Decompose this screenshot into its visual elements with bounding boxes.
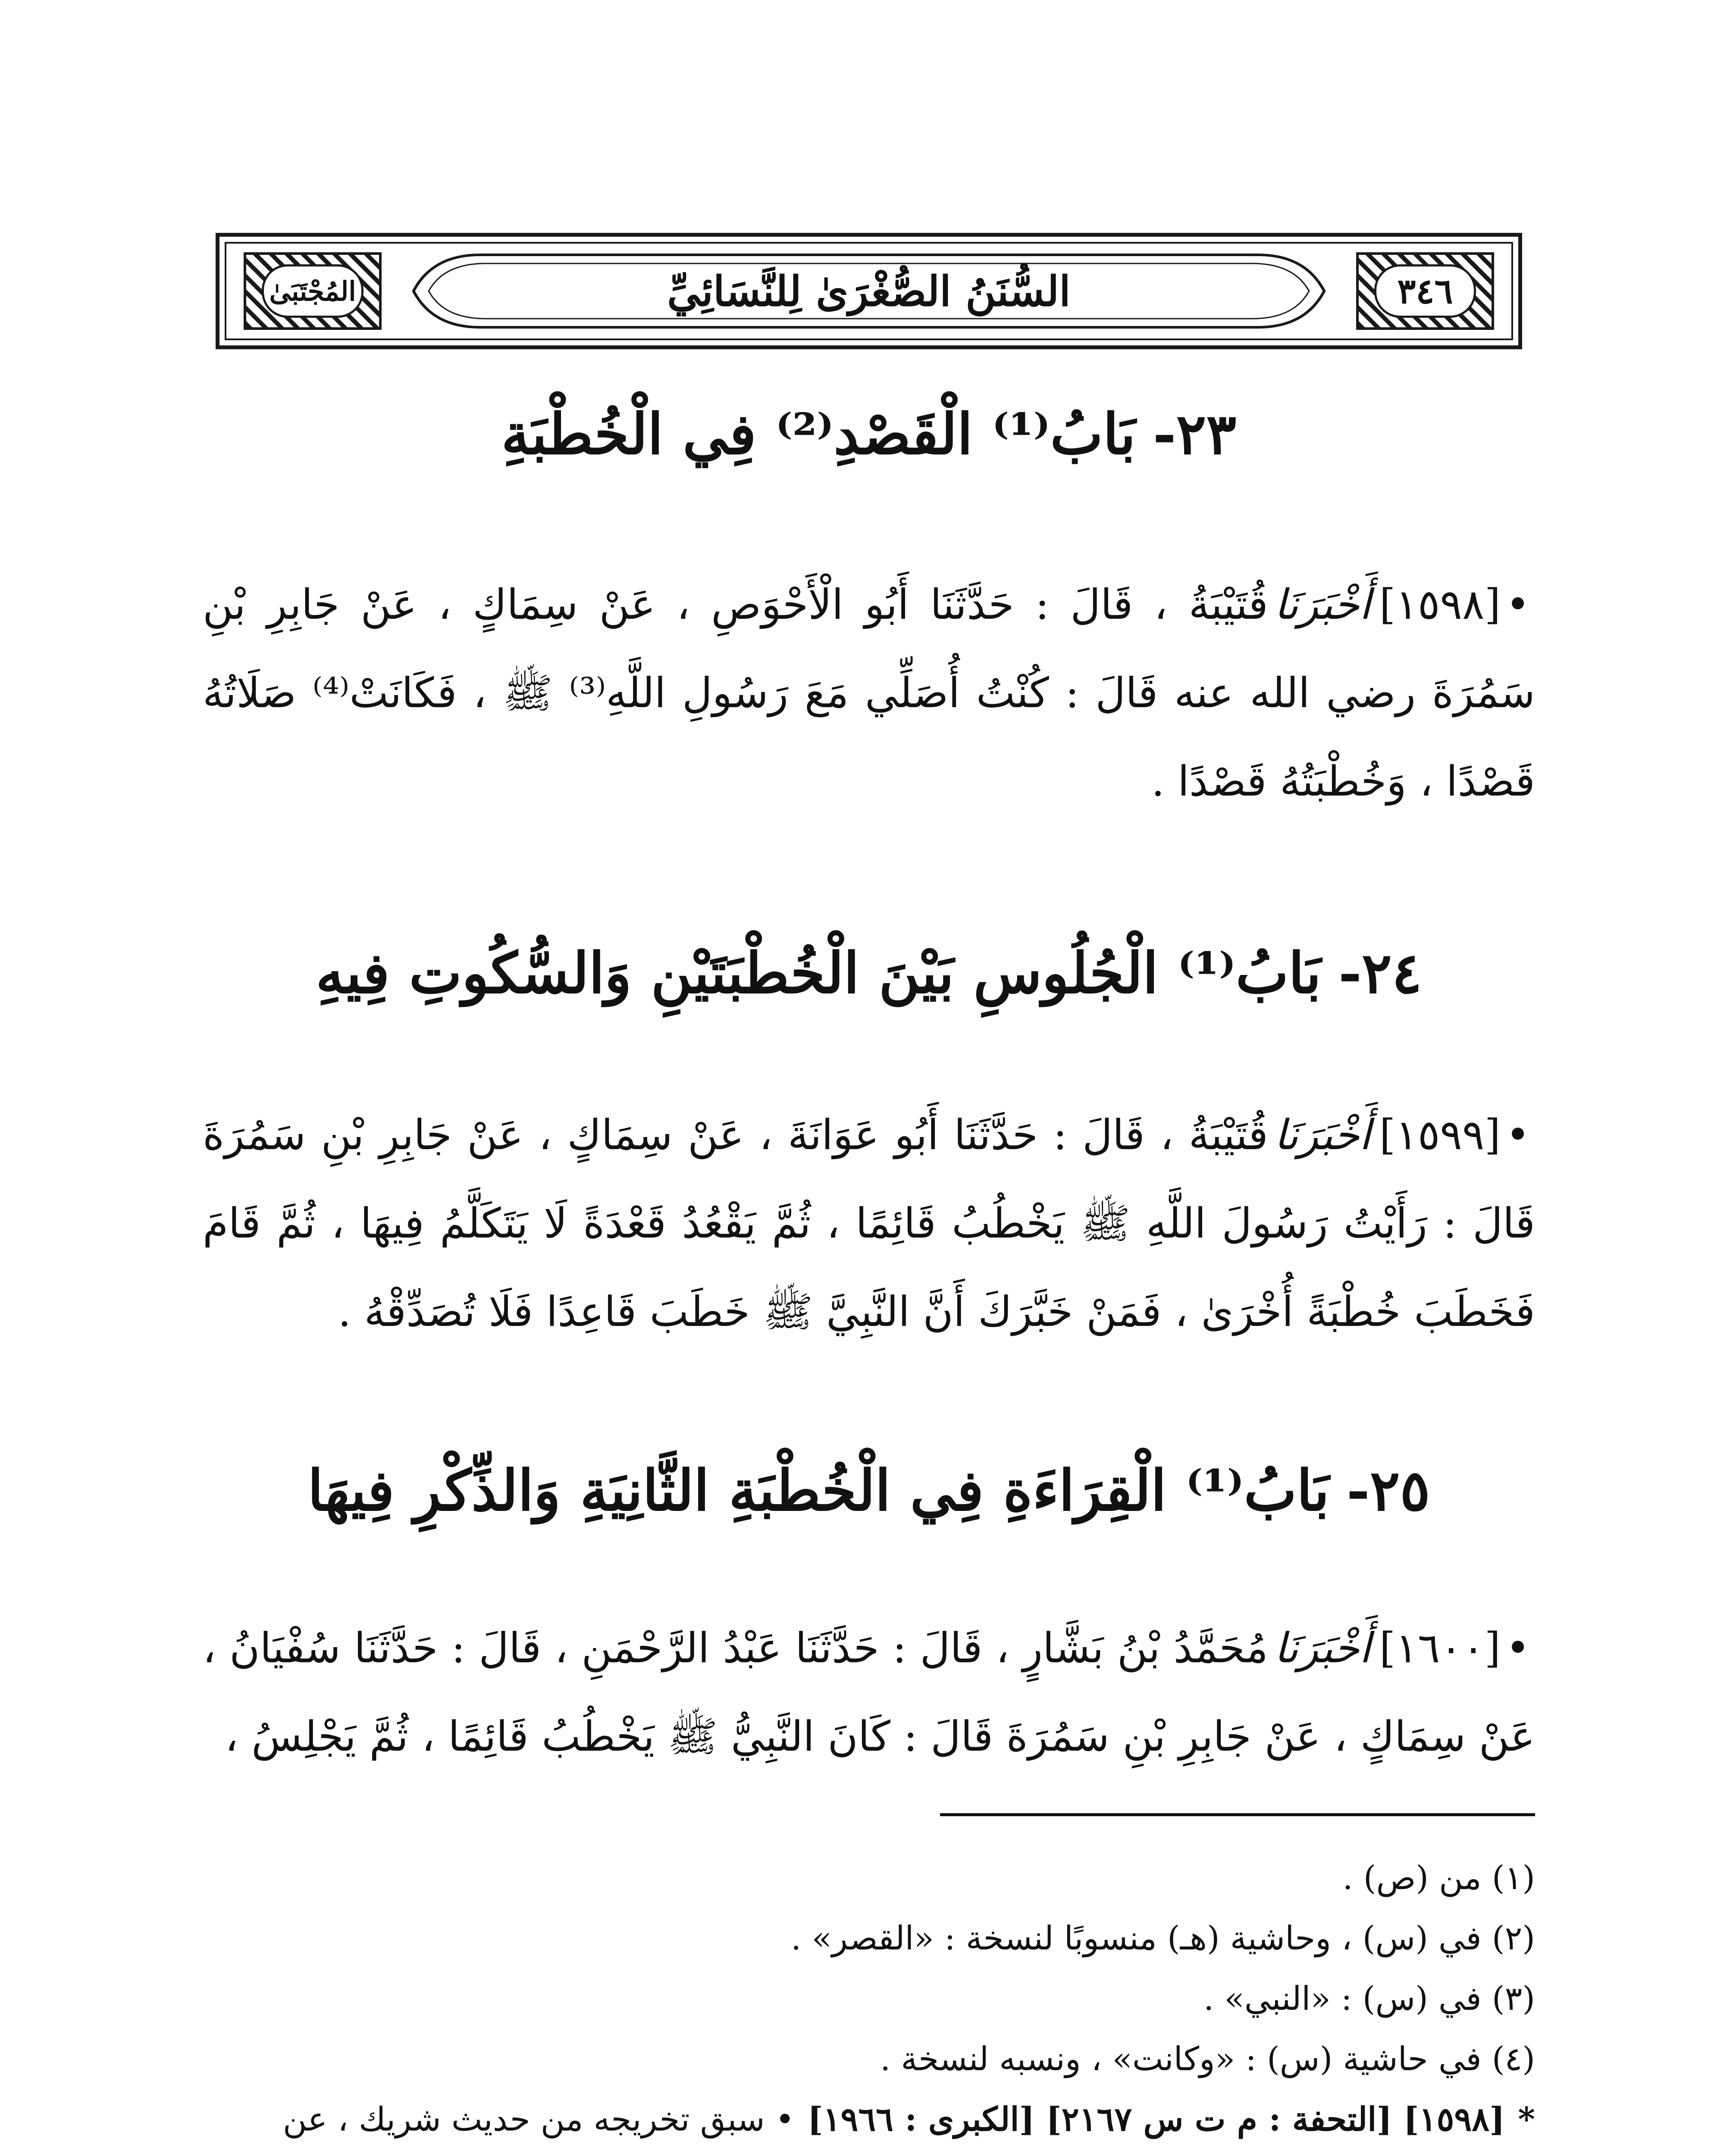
bullet-marker: • <box>1505 1624 1530 1672</box>
header-title-cartouche <box>395 248 1343 334</box>
akhbarana-word: أَخْبَرَنَا <box>1274 1111 1371 1159</box>
chapter-number: ٢٥- <box>1346 1457 1430 1523</box>
akhbarana-word: أَخْبَرَنَا <box>1274 580 1371 629</box>
hadith-number: [١٥٩٨] <box>1379 580 1501 629</box>
akhbarana-word: أَخْبَرَنَا <box>1274 1624 1371 1672</box>
page-number: ٣٤٦ <box>1374 264 1476 318</box>
chapter-title: بَابُ⁽¹⁾ الْجُلُوسِ بَيْنَ الْخُطْبَتَيْنِ وَالسُّكُوتِ فِيهِ <box>316 940 1321 1006</box>
chapter-number: ٢٣- <box>1153 401 1237 467</box>
bullet-marker: • <box>1505 580 1530 629</box>
hadith-text: قُتَيْبَةُ ، قَالَ : حَدَّثَنَا أَبُو الْأَحْوَصِ ، عَنْ سِمَاكٍ ، عَنْ جَابِرِ بْنِ سَمُرَةَ رضي الله عنه قَالَ : كُنْتُ أُصَلِّي مَعَ رَسُولِ اللَّهِ⁽³⁾ ﷺ ، فَكَانَتْ⁽⁴⁾ صَلَاتُهُ قَصْدًا ، وَخُطْبَتُهُ قَصْدًا . <box>203 580 1536 805</box>
book-badge-ornament <box>244 252 382 330</box>
hadith-text: قُتَيْبَةُ ، قَالَ : حَدَّثَنَا أَبُو عَوَانَةَ ، عَنْ سِمَاكٍ ، عَنْ جَابِرِ بْنِ سَمُرَةَ قَالَ : رَأَيْتُ رَسُولَ اللَّهِ ﷺ يَخْطُبُ قَائِمًا ، ثُمَّ يَقْعُدُ قَعْدَةً لَا يَتَكَلَّمُ فِيهَا ، ثُمَّ قَامَ فَخَطَبَ خُطْبَةً أُخْرَىٰ ، فَمَنْ خَبَّرَكَ أَنَّ النَّبِيَّ ﷺ خَطَبَ قَاعِدًا فَلَا تُصَدِّقْهُ . <box>203 1111 1535 1336</box>
footnote: (٤) في حاشية (س) : «وكانت» ، ونسبه لنسخة . <box>880 2040 1535 2078</box>
asterisk-marker: * <box>1518 2100 1535 2138</box>
page-header <box>216 233 1522 349</box>
hadith-paragraph <box>203 1604 1535 1781</box>
chapter-title: بَابُ⁽¹⁾ الْقَصْدِ⁽²⁾ فِي الْخُطْبَةِ <box>501 401 1136 467</box>
header-frame <box>225 242 1513 340</box>
chapter-heading <box>216 401 1522 467</box>
footnote: (١) من (ص) . <box>1342 1858 1535 1897</box>
chapter-heading <box>216 1457 1522 1523</box>
footnote: (٣) في (س) : «النبي» . <box>1203 1979 1535 2018</box>
hadith-text: مُحَمَّدُ بْنُ بَشَّارٍ ، قَالَ : حَدَّثَنَا عَبْدُ الرَّحْمَنِ ، قَالَ : حَدَّثَنَا سُفْيَانُ ، عَنْ سِمَاكٍ ، عَنْ جَابِرِ بْنِ سَمُرَةَ قَالَ : كَانَ النَّبِيُّ ﷺ يَخْطُبُ قَائِمًا ، ثُمَّ يَجْلِسُ ، <box>203 1624 1535 1761</box>
chapter-title: بَابُ⁽¹⁾ الْقِرَاءَةِ فِي الْخُطْبَةِ الثَّانِيَةِ وَالذِّكْرِ فِيهَا <box>307 1457 1329 1523</box>
page-number-ornament <box>1356 252 1494 330</box>
footnote: (٢) في (س) ، وحاشية (هـ) منسوبًا لنسخة : «القصر» . <box>791 1919 1535 1957</box>
takhrij-text: • سبق تخريجه من حديث شريك ، عن <box>282 2100 795 2138</box>
hadith-number: [١٥٩٩] <box>1379 1111 1501 1159</box>
takhrij-note <box>203 2091 1535 2156</box>
book-title: السُّنَنُ الصُّغْرَىٰ لِلنَّسَائِيِّ <box>667 266 1071 316</box>
hadith-paragraph <box>203 561 1535 826</box>
chapter-number: ٢٤- <box>1338 940 1422 1006</box>
hadith-number: [١٦٠٠] <box>1379 1624 1501 1672</box>
takhrij-refs: [١٥٩٨] [التحفة : م ت س ٢١٦٧] [الكبرى : ١٩٦٦] <box>807 2100 1505 2138</box>
book-badge: المُجْتَبَىٰ <box>262 264 364 318</box>
footnote-separator <box>940 1813 1535 1816</box>
bullet-marker: • <box>1505 1111 1530 1159</box>
chapter-heading <box>216 940 1522 1006</box>
hadith-paragraph <box>203 1091 1535 1356</box>
